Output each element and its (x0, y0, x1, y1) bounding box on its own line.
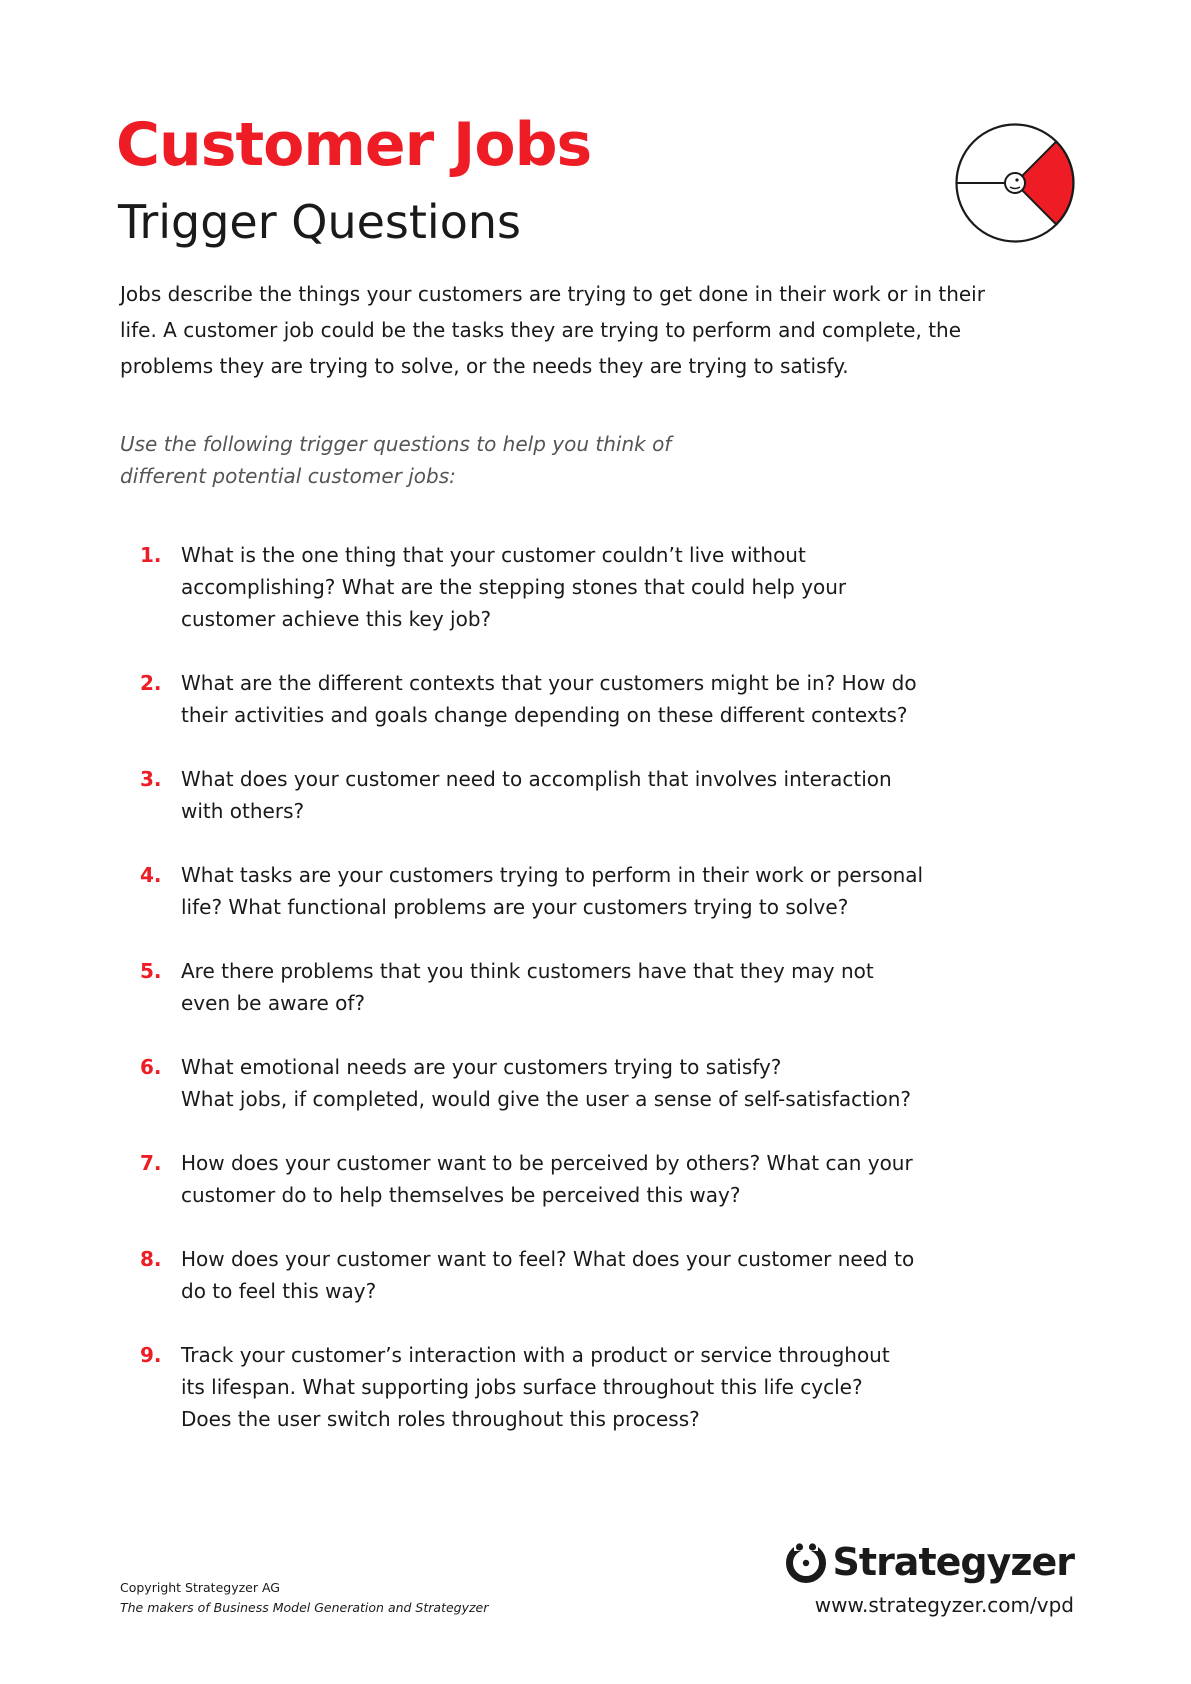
question-text: What is the one thing that your customer couldn’t live without accomplishing? What are the stepping stones that could help your customer achieve this key job? (181, 543, 847, 631)
footer-credits (120, 1578, 488, 1618)
question-item (120, 763, 940, 827)
question-number: 9. (140, 1343, 162, 1367)
page-title: Customer Jobs (116, 110, 592, 180)
question-number: 2. (140, 671, 162, 695)
question-item (120, 955, 940, 1019)
question-text: What emotional needs are your customers trying to satisfy? What jobs, if completed, would give the user a sense of self-satisfaction? (181, 1055, 911, 1111)
question-number: 4. (140, 863, 162, 887)
question-item (120, 539, 940, 635)
question-item (120, 1243, 940, 1307)
question-item (120, 1339, 940, 1435)
intro-paragraph: Jobs describe the things your customers are trying to get done in their work or in their life. A customer job could be the tasks they are trying to perform and complete, the problems they are trying to solve, or the needs they are trying to satisfy. (120, 282, 985, 378)
tagline-text: The makers of Business Model Generation and Strategyzer (120, 1600, 489, 1615)
website-url[interactable]: www.strategyzer.com/vpd (814, 1593, 1074, 1617)
trigger-question-list (120, 539, 940, 1467)
brand-name: Strategyzer (832, 1540, 1074, 1584)
question-item (120, 859, 940, 923)
question-item (120, 1051, 940, 1115)
question-number: 5. (140, 959, 162, 983)
question-number: 8. (140, 1247, 162, 1271)
question-number: 6. (140, 1055, 162, 1079)
question-number: 7. (140, 1151, 162, 1175)
question-item (120, 667, 940, 731)
question-text: How does your customer want to be perceived by others? What can your customer do to help themselves be perceived this way? (181, 1151, 913, 1207)
question-text: What are the different contexts that your customers might be in? How do their activities and goals change depending on these different contexts? (181, 671, 917, 727)
strategyzer-logo-icon (785, 1541, 827, 1583)
question-text: What tasks are your customers trying to perform in their work or personal life? What functional problems are your customers trying to solve? (181, 863, 924, 919)
question-number: 3. (140, 767, 162, 791)
question-number: 1. (140, 543, 162, 567)
copyright-text: Copyright Strategyzer AG (120, 1580, 280, 1595)
brand-logo (785, 1540, 1074, 1584)
page-subtitle: Trigger Questions (118, 195, 521, 249)
question-item (120, 1147, 940, 1211)
question-text: Are there problems that you think customers have that they may not even be aware of? (181, 959, 874, 1015)
question-text: How does your customer want to feel? What does your customer need to do to feel this way? (181, 1247, 915, 1303)
question-text: What does your customer need to accomplish that involves interaction with others? (181, 767, 892, 823)
question-text: Track your customer’s interaction with a product or service throughout its lifespan. What supporting jobs surface throughout this life cycle? Does the user switch roles throughout this process? (181, 1343, 890, 1431)
instruction-text: Use the following trigger questions to help you think of different potential customer jobs: (120, 432, 672, 488)
customer-profile-circle-icon (952, 120, 1078, 246)
